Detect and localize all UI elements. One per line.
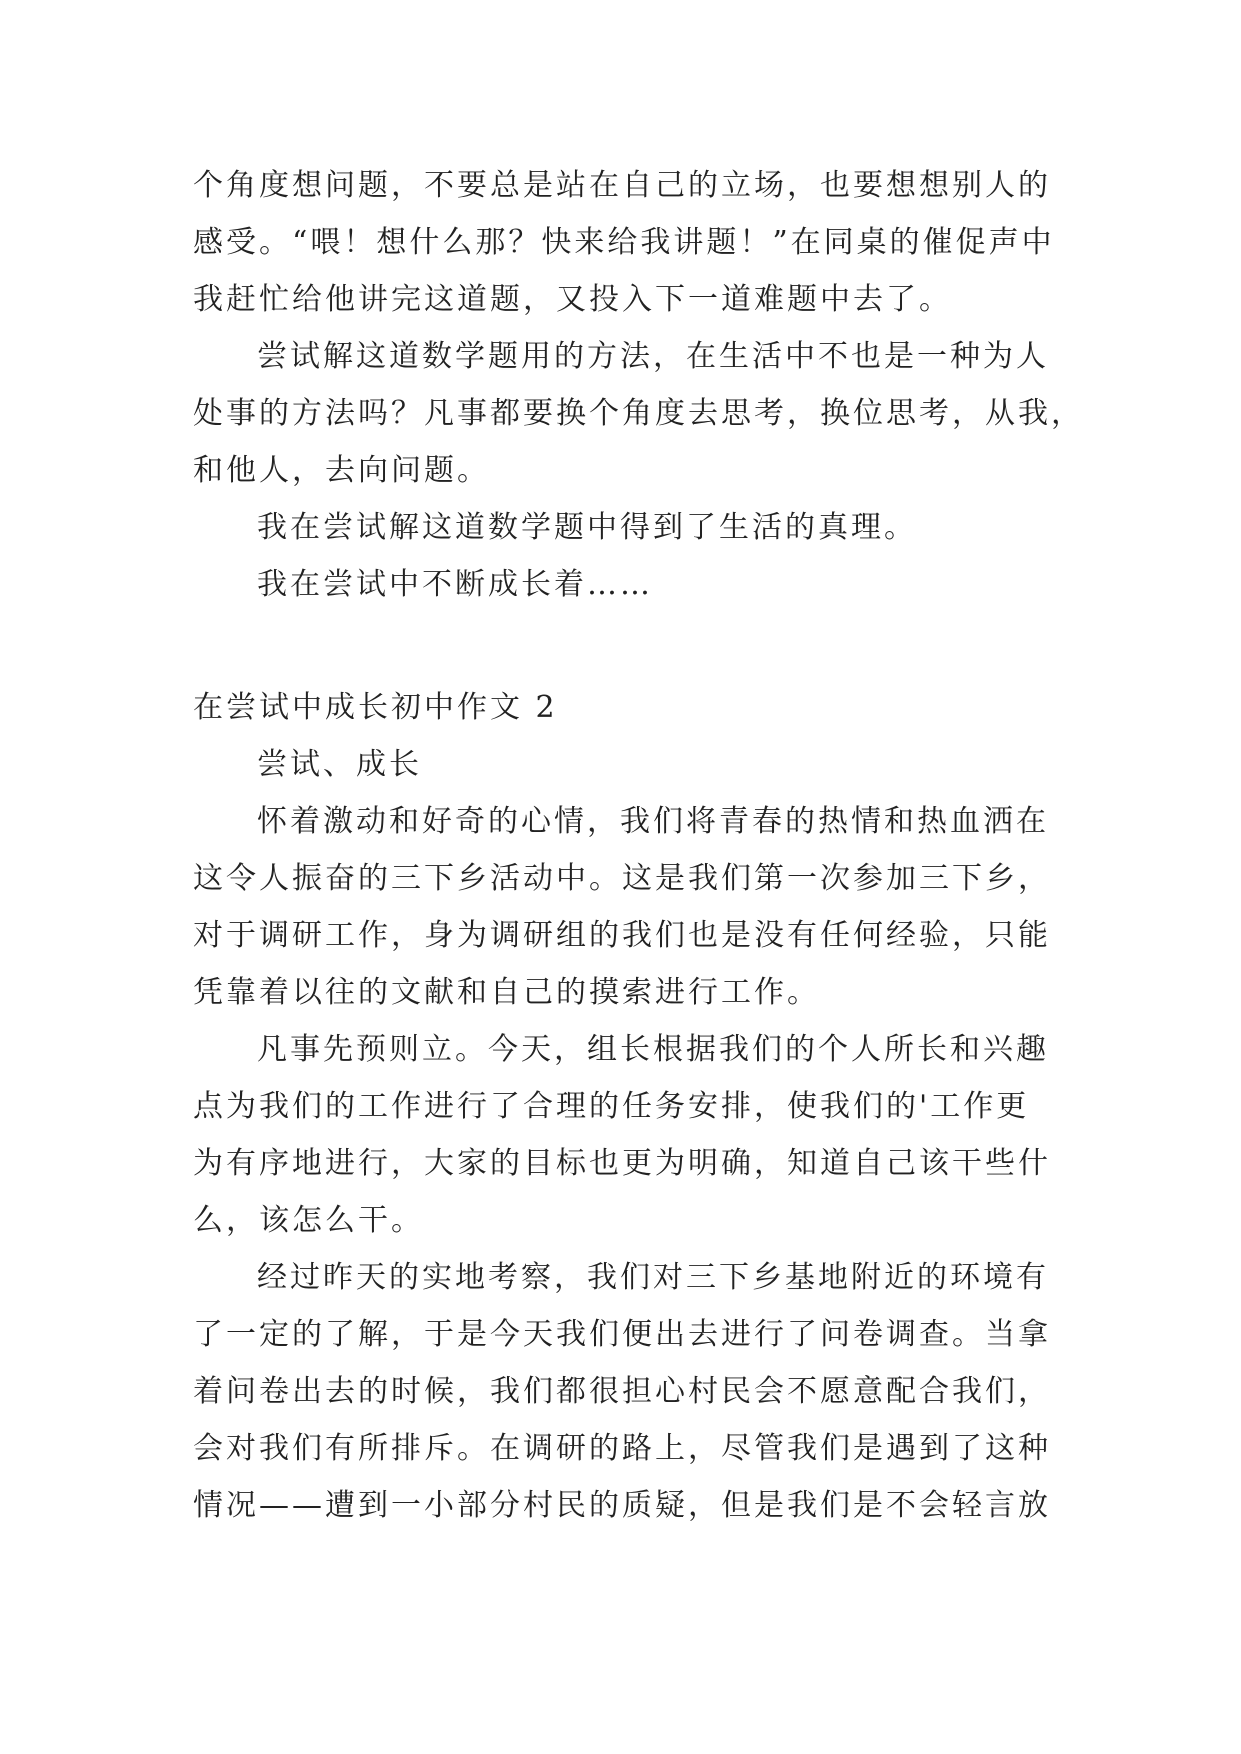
- text-line: 对于调研工作，身为调研组的我们也是没有任何经验，只能: [193, 918, 1051, 953]
- text-line: 处事的方法吗？凡事都要换个角度去思考，换位思考，从我，: [193, 396, 1084, 431]
- text-line: 么，该怎么干。: [193, 1203, 424, 1238]
- essay-subtitle: 尝试、成长: [257, 747, 422, 782]
- text-line: 我赶忙给他讲完这道题，又投入下一道难题中去了。: [193, 282, 952, 317]
- paragraph-start-line: 凡事先预则立。今天，组长根据我们的个人所长和兴趣: [257, 1032, 1049, 1067]
- text-line: 了一定的了解，于是今天我们便出去进行了问卷调查。当拿: [193, 1317, 1051, 1352]
- text-line: 着问卷出去的时候，我们都很担心村民会不愿意配合我们，: [193, 1374, 1051, 1409]
- text-line: 点为我们的工作进行了合理的任务安排，使我们的'工作更: [193, 1089, 1030, 1124]
- paragraph-start-line: 经过昨天的实地考察，我们对三下乡基地附近的环境有: [257, 1260, 1049, 1295]
- text-line: 和他人，去向问题。: [193, 453, 490, 488]
- text-line: 感受。“喂！想什么那？快来给我讲题！”在同桌的催促声中: [193, 225, 1055, 260]
- text-line: 个角度想问题，不要总是站在自己的立场，也要想想别人的: [193, 168, 1051, 203]
- text-line: 这令人振奋的三下乡活动中。这是我们第一次参加三下乡，: [193, 861, 1051, 896]
- text-line: 凭靠着以往的文献和自己的摸索进行工作。: [193, 975, 820, 1010]
- text-line: 会对我们有所排斥。在调研的路上，尽管我们是遇到了这种: [193, 1431, 1051, 1466]
- text-line: 情况——遭到一小部分村民的质疑，但是我们是不会轻言放: [193, 1488, 1051, 1523]
- paragraph-start-line: 我在尝试解这道数学题中得到了生活的真理。: [257, 510, 917, 545]
- paragraph-start-line: 我在尝试中不断成长着……: [257, 567, 653, 602]
- text-line: 为有序地进行，大家的目标也更为明确，知道自己该干些什: [193, 1146, 1051, 1181]
- paragraph-start-line: 怀着激动和好奇的心情，我们将青春的热情和热血洒在: [257, 804, 1049, 839]
- paragraph-start-line: 尝试解这道数学题用的方法，在生活中不也是一种为人: [257, 339, 1049, 374]
- essay-title: 在尝试中成长初中作文 2: [193, 690, 558, 725]
